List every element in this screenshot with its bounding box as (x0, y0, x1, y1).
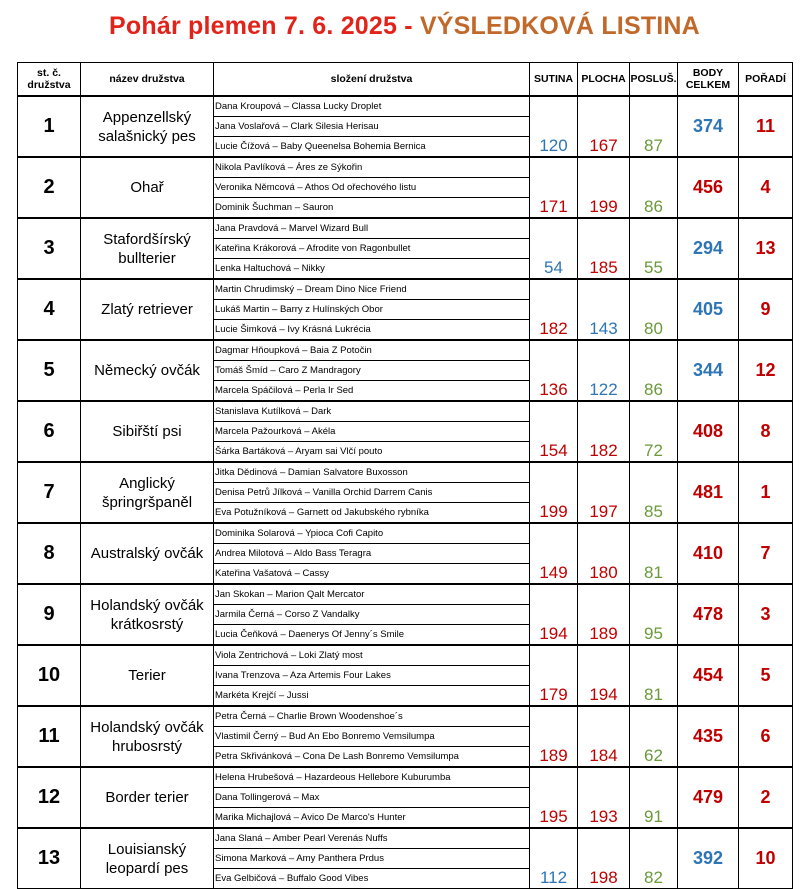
team-members (214, 157, 530, 218)
table-row (18, 279, 793, 340)
team-rank: 5 (739, 645, 793, 706)
team-member: Kateřina Krákorová – Afrodite von Ragonbullet (214, 239, 529, 259)
table-row (18, 523, 793, 584)
table-row (18, 401, 793, 462)
team-rank: 12 (739, 340, 793, 401)
table-row (18, 157, 793, 218)
team-number: 8 (18, 523, 81, 584)
team-number: 13 (18, 828, 81, 889)
team-number: 4 (18, 279, 81, 340)
team-member: Lukáš Martin – Barry z Hulínských Obor (214, 300, 529, 320)
team-members (214, 340, 530, 401)
header-team-name: název družstva (81, 63, 214, 97)
team-member: Jana Voslařová – Clark Silesia Herisau (214, 117, 529, 137)
score-sutina: 154 (530, 401, 578, 462)
team-members (214, 645, 530, 706)
score-poslusnost: 55 (630, 218, 678, 279)
team-number: 5 (18, 340, 81, 401)
team-rank: 6 (739, 706, 793, 767)
total-points: 392 (678, 828, 739, 889)
team-name: Holandský ovčák hrubosrstý (81, 706, 214, 767)
results-table (17, 62, 793, 889)
total-points: 435 (678, 706, 739, 767)
team-name: Holandský ovčák krátkosrstý (81, 584, 214, 645)
team-member: Petra Černá – Charlie Brown Woodenshoe´s (214, 707, 529, 727)
score-plocha: 194 (578, 645, 630, 706)
team-member: Eva Gelbičová – Buffalo Good Vibes (215, 873, 369, 884)
score-plocha: 185 (578, 218, 630, 279)
team-name: Sibiřští psi (81, 401, 214, 462)
score-poslusnost: 81 (630, 645, 678, 706)
score-poslusnost: 87 (630, 96, 678, 157)
total-points: 344 (678, 340, 739, 401)
team-member: Šárka Bartáková – Aryam sai Vlčí pouto (215, 446, 383, 457)
score-poslusnost: 95 (630, 584, 678, 645)
team-member: Lucia Čeňková – Daenerys Of Jenny´s Smile (215, 629, 405, 640)
team-member: Jana Pravdová – Marvel Wizard Bull (214, 219, 529, 239)
team-number: 6 (18, 401, 81, 462)
page-title (0, 12, 809, 41)
team-rank: 8 (739, 401, 793, 462)
team-number: 1 (18, 96, 81, 157)
team-members (214, 401, 530, 462)
score-plocha: 180 (578, 523, 630, 584)
table-row (18, 767, 793, 828)
table-row (18, 218, 793, 279)
team-name: Appenzellský salašnický pes (81, 96, 214, 157)
table-row (18, 96, 793, 157)
score-poslusnost: 85 (630, 462, 678, 523)
score-poslusnost: 86 (630, 157, 678, 218)
team-members (214, 706, 530, 767)
table-row (18, 828, 793, 889)
team-member: Simona Marková – Amy Panthera Prdus (214, 849, 529, 869)
score-plocha: 193 (578, 767, 630, 828)
team-rank: 7 (739, 523, 793, 584)
score-sutina: 171 (530, 157, 578, 218)
team-rank: 10 (739, 828, 793, 889)
team-number: 2 (18, 157, 81, 218)
team-member: Jan Skokan – Marion Qalt Mercator (214, 585, 529, 605)
team-rank: 1 (739, 462, 793, 523)
title-results: VÝSLEDKOVÁ LISTINA (419, 12, 700, 40)
team-members (214, 218, 530, 279)
team-rank: 13 (739, 218, 793, 279)
team-member: Jarmila Černá – Corso Z Vandalky (214, 605, 529, 625)
team-members (214, 828, 530, 889)
team-number: 11 (18, 706, 81, 767)
score-sutina: 120 (530, 96, 578, 157)
score-plocha: 199 (578, 157, 630, 218)
team-member: Denisa Petrů Jílková – Vanilla Orchid Darrem Canis (214, 483, 529, 503)
team-name: Australský ovčák (81, 523, 214, 584)
total-points: 374 (678, 96, 739, 157)
header-rank: POŘADÍ (739, 63, 793, 97)
team-members (214, 767, 530, 828)
team-number: 9 (18, 584, 81, 645)
score-poslusnost: 62 (630, 706, 678, 767)
team-member: Andrea Milotová – Aldo Bass Teragra (214, 544, 529, 564)
table-row (18, 645, 793, 706)
score-plocha: 189 (578, 584, 630, 645)
score-sutina: 149 (530, 523, 578, 584)
score-sutina: 189 (530, 706, 578, 767)
header-team-number: st. č. družstva (18, 63, 81, 97)
team-name: Terier (81, 645, 214, 706)
team-member: Dominika Solarová – Ypioca Cofi Capito (214, 524, 529, 544)
score-sutina: 194 (530, 584, 578, 645)
total-points: 454 (678, 645, 739, 706)
team-member: Nikola Pavlíková – Áres ze Sýkořin (214, 158, 529, 178)
team-rank: 3 (739, 584, 793, 645)
header-sutina: SUTINA (530, 63, 578, 97)
team-name: Anglický špringršpaněl (81, 462, 214, 523)
score-plocha: 182 (578, 401, 630, 462)
team-member: Viola Zentrichová – Loki Zlatý most (214, 646, 529, 666)
header-poslusnost: POSLUŠ. (630, 63, 678, 97)
score-plocha: 167 (578, 96, 630, 157)
score-poslusnost: 91 (630, 767, 678, 828)
team-rank: 9 (739, 279, 793, 340)
team-member: Petra Skřivánková – Cona De Lash Bonremo Vemsilumpa (215, 751, 459, 762)
score-plocha: 198 (578, 828, 630, 889)
header-row (18, 63, 793, 97)
team-member: Tomáš Šmíd – Caro Z Mandragory (214, 361, 529, 381)
table-row (18, 462, 793, 523)
team-number: 7 (18, 462, 81, 523)
team-members (214, 584, 530, 645)
team-name: Německý ovčák (81, 340, 214, 401)
score-sutina: 182 (530, 279, 578, 340)
team-member: Lucie Čížová – Baby Queenelsa Bohemia Bernica (215, 141, 426, 152)
score-plocha: 197 (578, 462, 630, 523)
team-member: Veronika Němcová – Athos Od ořechového listu (214, 178, 529, 198)
title-event: Pohár plemen 7. 6. 2025 - (109, 12, 420, 40)
team-member: Stanislava Kutílková – Dark (214, 402, 529, 422)
team-number: 3 (18, 218, 81, 279)
total-points: 408 (678, 401, 739, 462)
header-total-points: BODY CELKEM (678, 63, 739, 97)
table-row (18, 340, 793, 401)
team-rank: 11 (739, 96, 793, 157)
team-rank: 4 (739, 157, 793, 218)
team-member: Marcela Pažourková – Akéla (214, 422, 529, 442)
team-member: Helena Hrubešová – Hazardeous Hellebore Kuburumba (214, 768, 529, 788)
table-row (18, 584, 793, 645)
total-points: 294 (678, 218, 739, 279)
team-member: Martin Chrudimský – Dream Dino Nice Friend (214, 280, 529, 300)
team-member: Markéta Krejčí – Jussi (215, 690, 309, 701)
score-sutina: 199 (530, 462, 578, 523)
header-team-members: složení družstva (214, 63, 530, 97)
score-poslusnost: 72 (630, 401, 678, 462)
team-members (214, 462, 530, 523)
team-member: Lenka Haltuchová – Nikky (215, 263, 325, 274)
total-points: 456 (678, 157, 739, 218)
team-member: Jana Slaná – Amber Pearl Verenás Nuffs (214, 829, 529, 849)
score-sutina: 195 (530, 767, 578, 828)
team-number: 12 (18, 767, 81, 828)
team-member: Marcela Spáčilová – Perla Ir Sed (215, 385, 354, 396)
team-member: Marika Michajlová – Avico De Marco's Hunter (215, 812, 406, 823)
score-sutina: 112 (530, 828, 578, 889)
team-member: Vlastimil Černý – Bud An Ebo Bonremo Vemsilumpa (214, 727, 529, 747)
score-sutina: 54 (530, 218, 578, 279)
total-points: 481 (678, 462, 739, 523)
team-name: Louisianský leopardí pes (81, 828, 214, 889)
score-poslusnost: 80 (630, 279, 678, 340)
team-members (214, 523, 530, 584)
team-name: Ohař (81, 157, 214, 218)
team-name: Border terier (81, 767, 214, 828)
team-member: Lucie Šimková – Ivy Krásná Lukrécia (215, 324, 371, 335)
team-members (214, 96, 530, 157)
score-poslusnost: 82 (630, 828, 678, 889)
team-member: Eva Potužníková – Garnett od Jakubského rybníka (215, 507, 429, 518)
team-members (214, 279, 530, 340)
total-points: 478 (678, 584, 739, 645)
team-member: Dagmar Hňoupková – Baia Z Potočin (214, 341, 529, 361)
total-points: 410 (678, 523, 739, 584)
score-poslusnost: 81 (630, 523, 678, 584)
results-body (18, 96, 793, 889)
team-member: Dominik Šuchman – Sauron (215, 202, 334, 213)
score-sutina: 179 (530, 645, 578, 706)
team-number: 10 (18, 645, 81, 706)
team-member: Dana Tollingerová – Max (214, 788, 529, 808)
table-row (18, 706, 793, 767)
score-plocha: 122 (578, 340, 630, 401)
team-member: Dana Kroupová – Classa Lucky Droplet (214, 97, 529, 117)
team-rank: 2 (739, 767, 793, 828)
score-plocha: 143 (578, 279, 630, 340)
team-member: Ivana Trenzova – Aza Artemis Four Lakes (214, 666, 529, 686)
team-name: Stafordšírský bullterier (81, 218, 214, 279)
team-member: Jitka Dědinová – Damian Salvatore Buxosson (214, 463, 529, 483)
team-name: Zlatý retriever (81, 279, 214, 340)
total-points: 405 (678, 279, 739, 340)
score-poslusnost: 86 (630, 340, 678, 401)
total-points: 479 (678, 767, 739, 828)
team-member: Kateřina Vašatová – Cassy (215, 568, 329, 579)
header-plocha: PLOCHA (578, 63, 630, 97)
score-plocha: 184 (578, 706, 630, 767)
score-sutina: 136 (530, 340, 578, 401)
